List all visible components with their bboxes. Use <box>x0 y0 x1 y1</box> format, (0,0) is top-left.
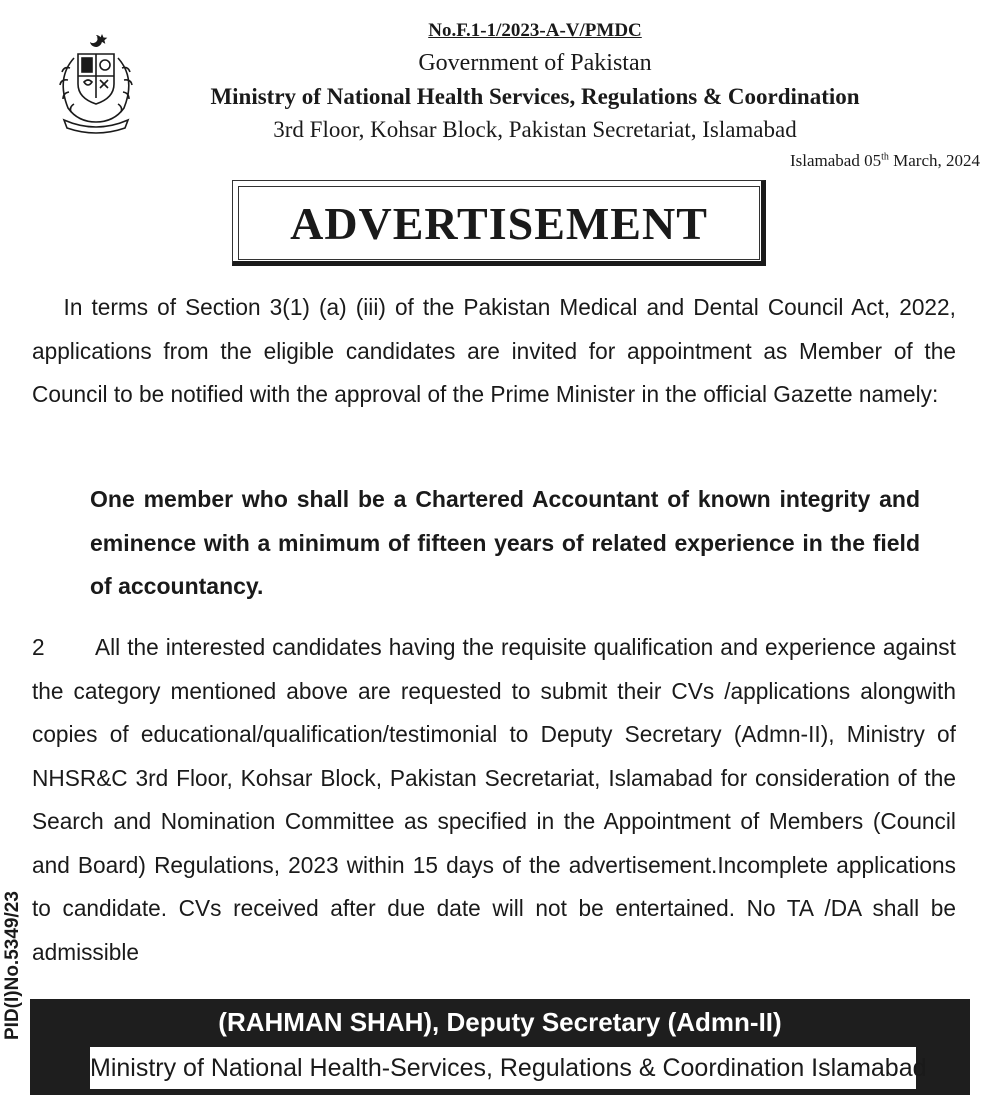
state-emblem-icon <box>50 28 142 136</box>
signatory-name: (RAHMAN SHAH), Deputy Secretary (Admn-II) <box>218 1007 782 1037</box>
paragraph-1: In terms of Section 3(1) (a) (iii) of the Pakistan Medical and Dental Council Act, 2022, applications from the eligible candidates are invited for appointment as Member of the Council to be notified with the approval of the Prime Minister in the official Gazette namely: <box>32 294 956 407</box>
government-heading: Government of Pakistan <box>418 50 652 76</box>
title-frame <box>232 180 766 266</box>
pid-number: PID(I)No.5349/23 <box>2 891 23 1040</box>
signature-block <box>30 999 970 1095</box>
paragraph-2 <box>32 626 956 974</box>
paragraph-number: 2 <box>32 634 45 660</box>
ministry-heading: Ministry of National Health Services, Regulations & Coordination <box>210 84 860 109</box>
office-address: 3rd Floor, Kohsar Block, Pakistan Secretariat, Islamabad <box>273 117 797 142</box>
issue-date: Islamabad 05th March, 2024 <box>789 151 980 170</box>
reference-number: No.F.1-1/2023-A-V/PMDC <box>428 20 642 41</box>
paragraph-2-text: All the interested candidates having the requisite qualification and experience against the category mentioned above are requested to submit their CVs /applications alongwith copies of educational/qualification/testimonial to Deputy Secretary (Admn-II), Ministry of NHSR&C 3rd Floor, Kohsar Block, Pakistan Secretariat, Islamabad for consideration of the Search and Nomination Committee as specified in the Appointment of Members (Council and Board) Regulations, 2023 within 15 days of the advertisement.Incomplete applications to candidate. CVs received after due date will not be entertained. No TA /DA shall be admissible <box>32 634 956 965</box>
signatory-ministry: Ministry of National Health-Services, Regulations & Coordination Islamabad <box>90 1047 916 1089</box>
page-title: ADVERTISEMENT <box>290 197 708 249</box>
member-requirement: One member who shall be a Chartered Accountant of known integrity and eminence with a minimum of fifteen years of related experience in the field of accountancy. <box>90 486 920 599</box>
